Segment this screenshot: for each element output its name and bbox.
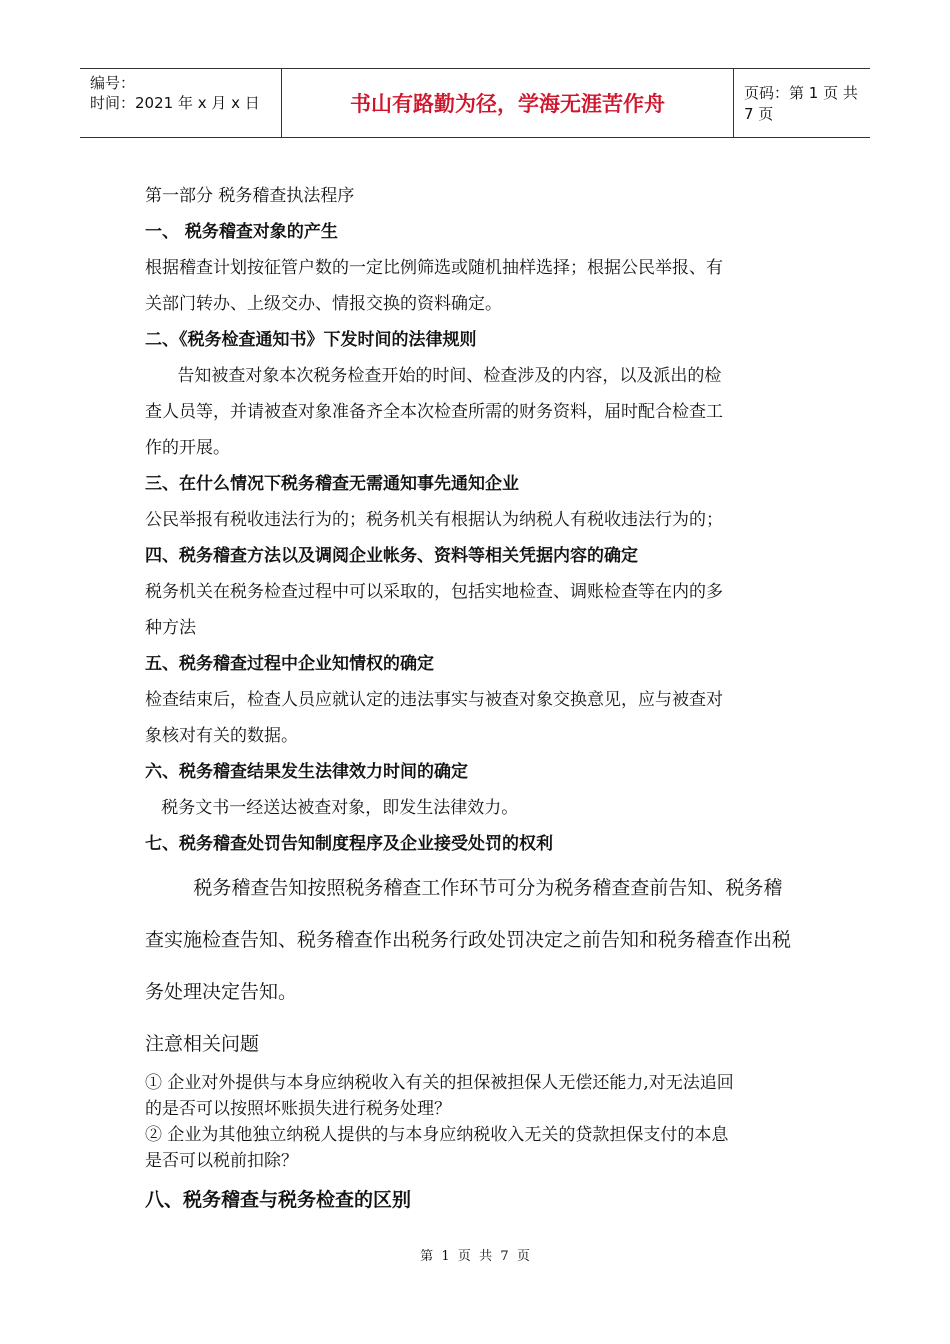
paragraph-line: 告知被查对象本次税务检查开始的时间、检查涉及的内容，以及派出的检 <box>145 366 722 386</box>
paragraph-line: 税务文书一经送达被查对象，即发生法律效力。 <box>145 798 519 818</box>
header-meta <box>80 69 281 137</box>
paragraph-line: 作的开展。 <box>145 438 230 458</box>
paragraph-line: 税务稽查告知按照税务稽查工作环节可分为税务稽查查前告知、税务稽 <box>145 877 783 899</box>
number-label: 编号： <box>90 74 136 92</box>
note-item: ① 企业对外提供与本身应纳税收入有关的担保被担保人无偿还能力,对无法追回 <box>145 1073 734 1093</box>
section-heading-5: 五、税务稽查过程中企业知情权的确定 <box>145 654 434 674</box>
paragraph-line: 税务机关在税务检查过程中可以采取的，包括实地检查、调账检查等在内的多 <box>145 582 723 602</box>
paragraph-line: 检查结束后，检查人员应就认定的违法事实与被查对象交换意见，应与被查对 <box>145 690 723 710</box>
paragraph-line: 公民举报有税收违法行为的；税务机关有根据认为纳税人有税收违法行为的； <box>145 510 723 530</box>
document-body <box>145 178 815 1226</box>
paragraph-line: 务处理决定告知。 <box>145 981 298 1003</box>
paragraph-line: 关部门转办、上级交办、情报交换的资料确定。 <box>145 294 502 314</box>
section-heading-1: 一、 税务稽查对象的产生 <box>145 222 338 242</box>
motto: 书山有路勤为径，学海无涯苦作舟 <box>281 69 734 137</box>
page-info: 页码：第 1 页 共 7 页 <box>744 84 858 123</box>
section-heading-7: 七、税务稽查处罚告知制度程序及企业接受处罚的权利 <box>145 834 553 854</box>
paragraph-line: 象核对有关的数据。 <box>145 726 298 746</box>
section-heading-4: 四、税务稽查方法以及调阅企业帐务、资料等相关凭据内容的确定 <box>145 546 638 566</box>
note-item: 是否可以税前扣除？ <box>145 1151 298 1171</box>
paragraph-line: 根据稽查计划按征管户数的一定比例筛选或随机抽样选择；根据公民举报、有 <box>145 258 723 278</box>
note-item: 的是否可以按照坏账损失进行税务处理？ <box>145 1099 451 1119</box>
page-footer: 第 1 页 共 7 页 <box>420 1249 530 1264</box>
paragraph-line: 查实施检查告知、税务稽查作出税务行政处罚决定之前告知和税务稽查作出税 <box>145 929 792 951</box>
note-item: ② 企业为其他独立纳税人提供的与本身应纳税收入无关的贷款担保支付的本息 <box>145 1125 729 1145</box>
paragraph-line: 种方法 <box>145 618 196 638</box>
section-heading-6: 六、税务稽查结果发生法律效力时间的确定 <box>145 762 468 782</box>
section-heading-3: 三、在什么情况下税务稽查无需通知事先通知企业 <box>145 474 519 494</box>
section-heading-8: 八、税务稽查与税务检查的区别 <box>145 1189 412 1211</box>
document-header <box>80 68 870 138</box>
part-title: 第一部分 税务稽查执法程序 <box>145 186 355 206</box>
paragraph-line: 查人员等，并请被查对象准备齐全本次检查所需的财务资料，届时配合检查工 <box>145 402 723 422</box>
time-label: 时间：2021 年 x 月 x 日 <box>90 94 260 112</box>
section-heading-2: 二、《税务检查通知书》下发时间的法律规则 <box>145 330 477 350</box>
note-heading: 注意相关问题 <box>145 1033 260 1055</box>
